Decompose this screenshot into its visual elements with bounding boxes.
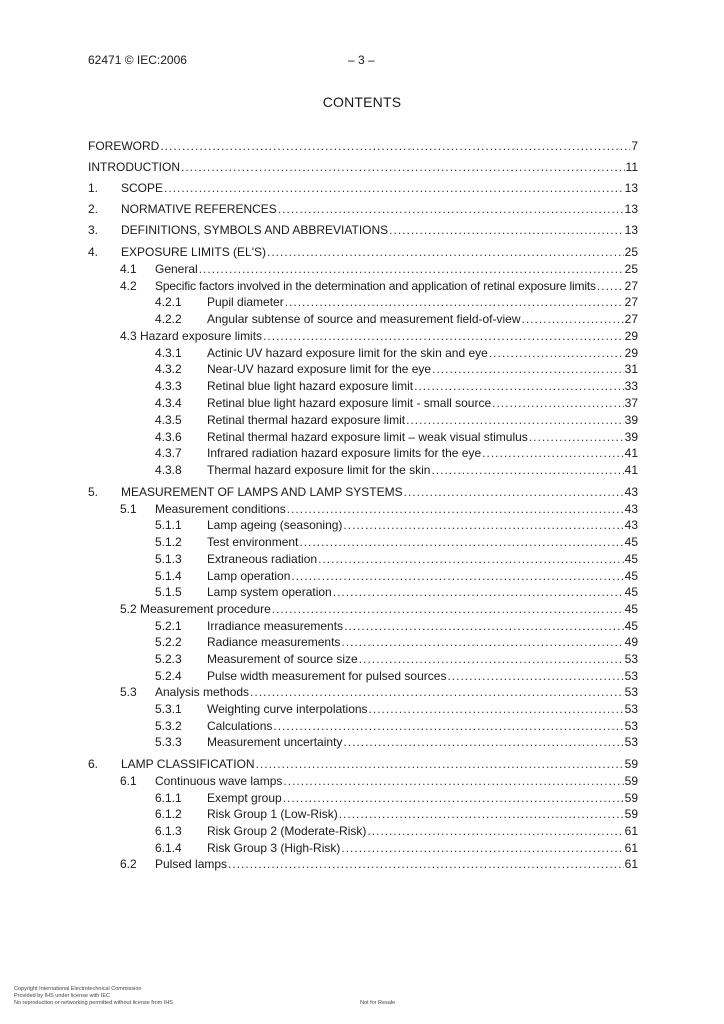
toc-number: 4.2.1 <box>155 295 182 309</box>
toc-number: 5. <box>88 485 99 499</box>
toc-number: 5.3.1 <box>155 702 182 716</box>
toc-label: SCOPE <box>121 181 164 195</box>
toc-label: Retinal blue light hazard exposure limit - small source <box>207 396 492 410</box>
toc-entry-4-1[interactable] <box>120 261 638 277</box>
toc-entry-4-3-4[interactable] <box>155 395 638 411</box>
toc-entry-4-2[interactable] <box>120 278 638 294</box>
toc-label: Extraneous radiation <box>207 552 318 566</box>
toc-leader <box>414 378 624 394</box>
toc-leader <box>404 484 624 500</box>
toc-leader <box>285 294 624 310</box>
toc-page: 29 <box>624 329 638 343</box>
toc-page: 45 <box>624 535 638 549</box>
toc-number: 4.3.6 <box>155 430 182 444</box>
toc-number: 3. <box>88 223 99 237</box>
toc-number: 5.3.3 <box>155 735 182 749</box>
toc-label: Measurement uncertainty <box>207 735 343 749</box>
toc-entry-4-3-1[interactable] <box>155 345 638 361</box>
toc-entry-4-3-5[interactable] <box>155 412 638 428</box>
toc-page: 43 <box>624 518 638 532</box>
toc-entry-5-1-1[interactable] <box>155 517 638 533</box>
toc-label: Thermal hazard exposure limit for the skin <box>207 463 431 477</box>
toc-entry-6-1[interactable] <box>120 773 638 789</box>
toc-entry-4-3[interactable] <box>120 328 638 344</box>
toc-page: 41 <box>624 463 638 477</box>
toc-page: 49 <box>624 635 638 649</box>
toc-label: Retinal thermal hazard exposure limit <box>207 413 406 427</box>
toc-page: 27 <box>624 312 638 326</box>
header-standard: 62471 © IEC:2006 <box>88 53 187 67</box>
toc-number: 6.1.1 <box>155 791 182 805</box>
toc-number: 5.1.5 <box>155 585 182 599</box>
toc-entry-5-1-3[interactable] <box>155 551 638 567</box>
toc-label: Pulsed lamps <box>155 857 228 871</box>
toc-number: 6.1.4 <box>155 841 182 855</box>
toc-number: 1. <box>88 181 99 195</box>
toc-entry-5-2-3[interactable] <box>155 651 638 667</box>
toc-leader <box>181 159 625 175</box>
toc-page: 61 <box>624 857 638 871</box>
toc-entry-5-1-4[interactable] <box>155 568 638 584</box>
toc-label: Pulse width measurement for pulsed sources <box>207 669 447 683</box>
toc-entry-5-3-2[interactable] <box>155 718 638 734</box>
toc-page: 7 <box>631 139 638 153</box>
toc-leader <box>359 651 624 667</box>
toc-leader <box>343 734 623 750</box>
toc-label: Calculations <box>207 719 273 733</box>
toc-page: 27 <box>624 279 638 293</box>
toc-entry-introduction[interactable] <box>88 159 638 175</box>
toc-leader <box>482 445 623 461</box>
toc-number: 5.2.2 <box>155 635 182 649</box>
toc-leader <box>164 180 624 196</box>
toc-label: Continuous wave lamps <box>155 774 283 788</box>
toc-leader <box>199 261 624 277</box>
toc-page: 53 <box>624 685 638 699</box>
toc-entry-5-1-2[interactable] <box>155 534 638 550</box>
copyright-notice <box>14 986 173 1007</box>
toc-number: 5.3 <box>120 685 137 699</box>
toc-page: 53 <box>624 652 638 666</box>
toc-leader <box>341 840 623 856</box>
toc-label: Analysis methods <box>155 685 250 699</box>
toc-label: Risk Group 2 (Moderate-Risk) <box>207 824 367 838</box>
toc-leader <box>343 517 623 533</box>
toc-leader <box>263 328 624 344</box>
toc-number: 4.2 <box>120 279 137 293</box>
toc-label: Test environment <box>207 535 299 549</box>
toc-number: 5.1.3 <box>155 552 182 566</box>
toc-entry-5[interactable] <box>88 484 638 500</box>
toc-page: 53 <box>624 719 638 733</box>
toc-page: 27 <box>624 295 638 309</box>
toc-label: Retinal thermal hazard exposure limit – weak visual stimulus <box>207 430 528 444</box>
toc-leader <box>492 395 624 411</box>
toc-entry-4-2-2[interactable] <box>155 311 638 327</box>
toc-leader <box>367 823 623 839</box>
toc-number: 6.1 <box>120 774 137 788</box>
toc-number: 2. <box>88 202 99 216</box>
toc-label: Actinic UV hazard exposure limit for the skin and eye <box>207 346 488 360</box>
toc-entry-6-1-4[interactable] <box>155 840 638 856</box>
toc-leader <box>256 756 624 772</box>
toc-number: 4.1 <box>120 262 137 276</box>
toc-number: 6.1.3 <box>155 824 182 838</box>
toc-number: 4.3.1 <box>155 346 182 360</box>
toc-leader <box>287 501 624 517</box>
toc-entry-4-3-3[interactable] <box>155 378 638 394</box>
toc-label: NORMATIVE REFERENCES <box>121 202 277 216</box>
toc-page: 39 <box>624 430 638 444</box>
toc-page: 37 <box>624 396 638 410</box>
toc-leader <box>389 222 623 238</box>
toc-leader <box>489 345 624 361</box>
toc-entry-6-1-1[interactable] <box>155 790 638 806</box>
toc-label: MEASUREMENT OF LAMPS AND LAMP SYSTEMS <box>121 485 403 499</box>
toc-leader <box>160 138 630 154</box>
toc-leader <box>291 568 623 584</box>
toc-number: 5.1.1 <box>155 518 182 532</box>
toc-entry-5-3-1[interactable] <box>155 701 638 717</box>
toc-entry-5-2-2[interactable] <box>155 634 638 650</box>
toc-number: 6. <box>88 757 99 771</box>
toc-label: INTRODUCTION <box>88 160 180 174</box>
toc-label: DEFINITIONS, SYMBOLS AND ABBREVIATIONS <box>121 223 389 237</box>
toc-label: Measurement conditions <box>155 502 286 516</box>
toc-page: 43 <box>624 502 638 516</box>
toc-entry-5-3[interactable] <box>120 684 638 700</box>
toc-label: Specific factors involved in the determination and application of retinal exposure limits <box>155 279 596 293</box>
toc-leader <box>339 806 624 822</box>
license-line: Provided by IHS under license with IEC <box>14 993 110 999</box>
toc-leader <box>341 634 623 650</box>
toc-entry-6-2[interactable] <box>120 856 638 872</box>
toc-leader <box>344 618 624 634</box>
toc-label: Radiance measurements <box>207 635 341 649</box>
toc-page: 53 <box>624 735 638 749</box>
toc-number: 4.3.7 <box>155 446 182 460</box>
toc-number: 4.3.4 <box>155 396 182 410</box>
toc-leader <box>431 462 623 478</box>
toc-entry-3[interactable] <box>88 222 638 238</box>
toc-page: 59 <box>624 757 638 771</box>
toc-number: 4.3.5 <box>155 413 182 427</box>
toc-number: 4.3.3 <box>155 379 182 393</box>
toc-leader <box>406 412 624 428</box>
toc-label: FOREWORD <box>88 139 160 153</box>
toc-leader <box>283 790 624 806</box>
toc-number: 4.3.8 <box>155 463 182 477</box>
toc-number: 5.3.2 <box>155 719 182 733</box>
toc-label: Angular subtense of source and measurement field-of-view <box>207 312 521 326</box>
toc-label: Lamp system operation <box>207 585 332 599</box>
toc-number: 5.2.3 <box>155 652 182 666</box>
toc-number: 4. <box>88 245 99 259</box>
toc-leader <box>447 668 623 684</box>
toc-number: 6.1.2 <box>155 807 182 821</box>
toc-label: Near-UV hazard exposure limit for the eye <box>207 362 432 376</box>
toc-leader <box>267 244 624 260</box>
toc-leader <box>369 701 624 717</box>
toc-page: 25 <box>624 262 638 276</box>
toc-page: 45 <box>624 585 638 599</box>
toc-label: Retinal blue light hazard exposure limit <box>207 379 414 393</box>
toc-page: 41 <box>624 446 638 460</box>
toc-label: Exempt group <box>207 791 282 805</box>
toc-entry-4[interactable] <box>88 244 638 260</box>
toc-entry-2[interactable] <box>88 201 638 217</box>
toc-number: 5.1.2 <box>155 535 182 549</box>
toc-label: Pupil diameter <box>207 295 284 309</box>
toc-label: Weighting curve interpolations <box>207 702 368 716</box>
toc-label: EXPOSURE LIMITS (EL'S) <box>121 245 266 259</box>
toc-leader <box>283 773 623 789</box>
toc-entry-4-2-1[interactable] <box>155 294 638 310</box>
toc-entry-5-2-1[interactable] <box>155 618 638 634</box>
toc-leader <box>529 429 624 445</box>
toc-page: 13 <box>624 181 638 195</box>
toc-page: 45 <box>624 552 638 566</box>
toc-number: 5.2.1 <box>155 619 182 633</box>
toc-entry-5-1[interactable] <box>120 501 638 517</box>
toc-label: General <box>155 262 198 276</box>
toc-leader <box>250 684 624 700</box>
toc-entry-5-3-3[interactable] <box>155 734 638 750</box>
toc-entry-5-2-4[interactable] <box>155 668 638 684</box>
toc-leader <box>522 311 624 327</box>
toc-leader <box>333 584 624 600</box>
toc-number: 4.3.2 <box>155 362 182 376</box>
toc-label: Irradiance measurements <box>207 619 344 633</box>
page-title: CONTENTS <box>322 94 402 110</box>
toc-page: 43 <box>624 485 638 499</box>
toc-page: 59 <box>624 791 638 805</box>
toc-page: 53 <box>624 702 638 716</box>
toc-label: LAMP CLASSIFICATION <box>121 757 255 771</box>
toc-entry-6-1-2[interactable] <box>155 806 638 822</box>
toc-label: Risk Group 3 (High-Risk) <box>207 841 341 855</box>
toc-page: 39 <box>624 413 638 427</box>
toc-label: Infrared radiation hazard exposure limits for the eye <box>207 446 482 460</box>
toc-label: Lamp ageing (seasoning) <box>207 518 343 532</box>
toc-leader <box>273 718 623 734</box>
toc-number: 6.2 <box>120 857 137 871</box>
toc-entry-5-1-5[interactable] <box>155 584 638 600</box>
toc-leader <box>299 534 623 550</box>
toc-label: 4.3 Hazard exposure limits <box>120 329 263 343</box>
toc-label: Lamp operation <box>207 569 291 583</box>
toc-page: 45 <box>624 619 638 633</box>
toc-leader <box>318 551 624 567</box>
toc-page: 11 <box>625 160 638 174</box>
toc-entry-4-3-8[interactable] <box>155 462 638 478</box>
toc-leader <box>228 856 624 872</box>
toc-page: 33 <box>624 379 638 393</box>
toc-entry-1[interactable] <box>88 180 638 196</box>
toc-entry-5-2[interactable] <box>120 601 638 617</box>
toc-page: 59 <box>624 807 638 821</box>
toc-label: Measurement of source size <box>207 652 358 666</box>
toc-number: 5.1.4 <box>155 569 182 583</box>
reproduction-line: No reproduction or networking permitted without license from IHS <box>14 1000 173 1006</box>
toc-page: 61 <box>624 824 638 838</box>
toc-page: 45 <box>624 569 638 583</box>
toc-label: Risk Group 1 (Low-Risk) <box>207 807 338 821</box>
toc-number: 5.1 <box>120 502 137 516</box>
toc-leader <box>278 201 624 217</box>
toc-leader <box>432 361 624 377</box>
toc-entry-6[interactable] <box>88 756 638 772</box>
toc-number: 5.2.4 <box>155 669 182 683</box>
toc-entry-foreword[interactable] <box>88 138 638 154</box>
toc-label: 5.2 Measurement procedure <box>120 602 271 616</box>
toc-entry-4-3-7[interactable] <box>155 445 638 461</box>
toc-page: 25 <box>624 245 638 259</box>
toc-leader <box>597 278 624 294</box>
toc-number: 4.2.2 <box>155 312 182 326</box>
toc-entry-6-1-3[interactable] <box>155 823 638 839</box>
toc-page: 53 <box>624 669 638 683</box>
toc-leader <box>272 601 624 617</box>
toc-page: 13 <box>624 223 638 237</box>
header-page-number: – 3 – <box>348 53 375 67</box>
toc-page: 31 <box>624 362 638 376</box>
resale-notice: Not for Resale <box>360 1000 396 1006</box>
toc-page: 59 <box>624 774 638 788</box>
toc-page: 13 <box>624 202 638 216</box>
toc-page: 45 <box>624 602 638 616</box>
toc-page: 61 <box>624 841 638 855</box>
toc-entry-4-3-2[interactable] <box>155 361 638 377</box>
toc-entry-4-3-6[interactable] <box>155 429 638 445</box>
copyright-line: Copyright International Electrotechnical Commission <box>14 986 142 992</box>
toc-page: 29 <box>624 346 638 360</box>
